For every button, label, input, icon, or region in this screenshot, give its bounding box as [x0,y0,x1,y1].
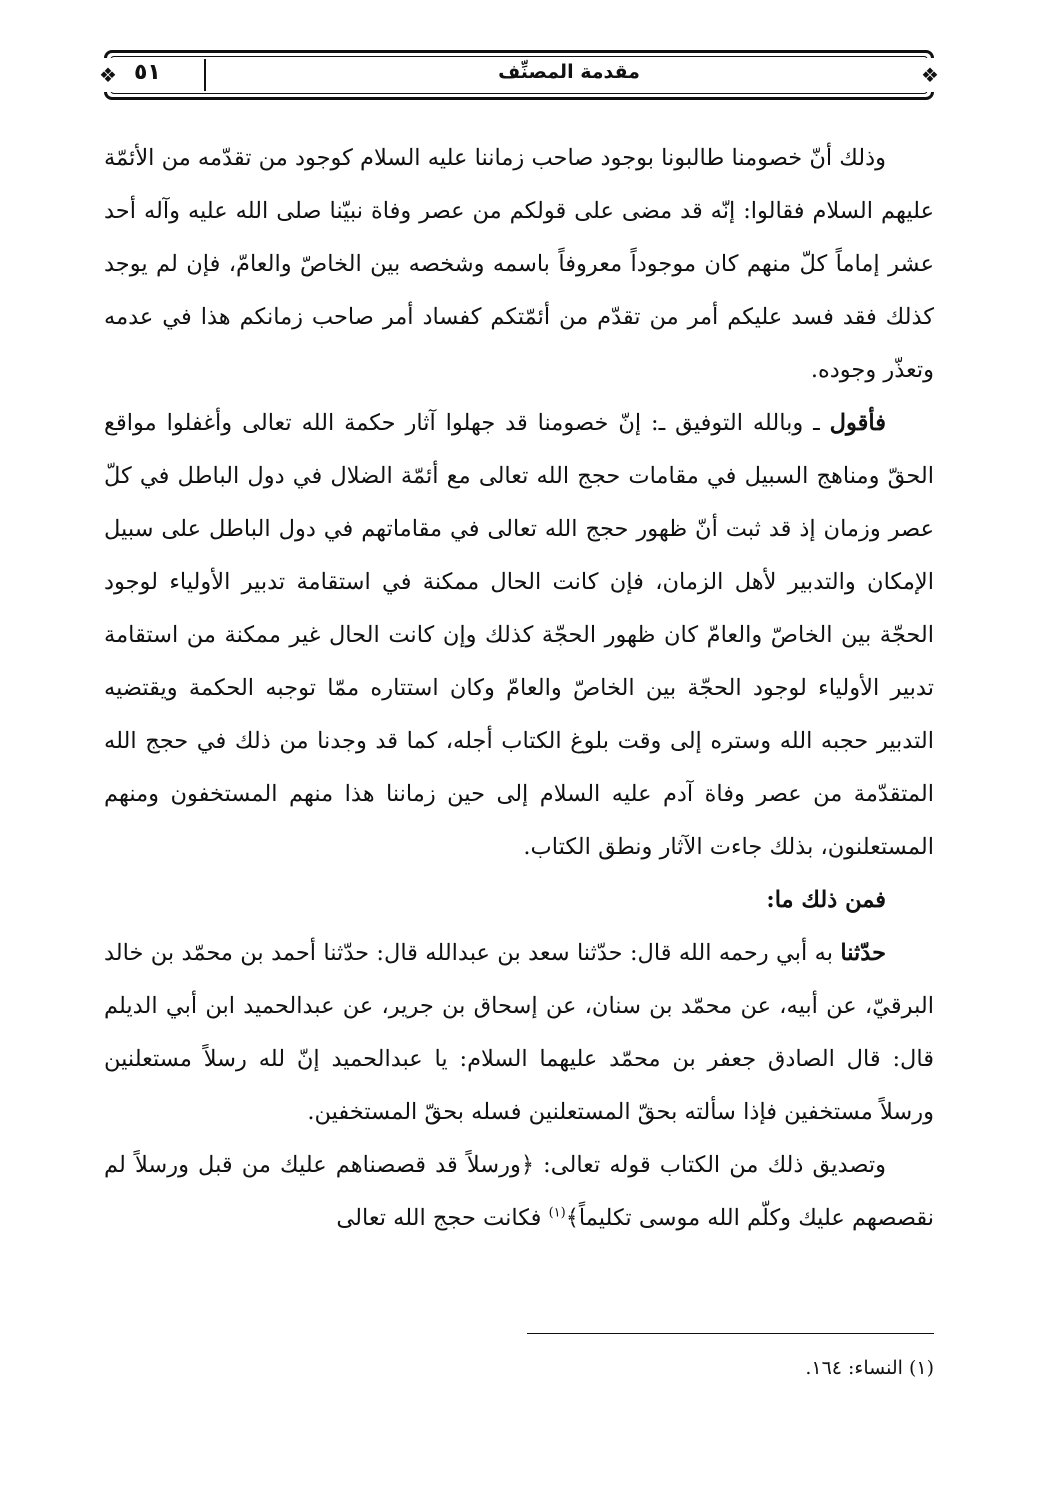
page-number: ٥١ [134,60,161,85]
paragraph-3 [104,874,934,927]
page-body [104,132,934,1245]
footnote-ref[interactable]: (١) [548,1205,566,1221]
paragraph-lead: فمن ذلك ما: [766,887,886,913]
paragraph-5 [104,1139,934,1245]
ornament-right-icon: ❖ [916,58,944,92]
paragraph-1 [104,132,934,397]
paragraph-lead: فأقول [829,410,886,436]
page-header [99,50,939,100]
footnote-rule [527,1333,934,1334]
ornament-left-icon: ❖ [94,58,122,92]
paragraph-text: وذلك أنّ خصومنا طالبونا بوجود صاحب زماننا عليه السلام كوجود من تقدّمه من الأئمّة عليهم السلام فقالوا: إنّه قد مضى على قولكم من عصر وفاة نبيّنا صلى الله عليه وآله أحد عشر إماماً كلّ منهم كان موجوداً معروفاً باسمه وشخصه بين الخاصّ والعامّ، فإن لم يوجد كذلك فقد فسد عليكم أمر من تقدّم من أئمّتكم كفساد أمر صاحب زمانكم هذا في عدمه وتعذّر وجوده. [104,145,934,383]
footnote: (١) النساء: ١٦٤. [805,1357,934,1379]
paragraph-text: ـ وبالله التوفيق ـ: إنّ خصومنا قد جهلوا آثار حكمة الله تعالى وأغفلوا مواقع الحقّ ومناهج السبيل في مقامات حجج الله تعالى مع أئمّة الضلال في دول الباطل في كلّ عصر وزمان إذ قد ثبت أنّ ظهور حجج الله تعالى في مقاماتهم في دول الباطل على سبيل الإمكان والتدبير لأهل الزمان، فإن كانت الحال ممكنة في استقامة تدبير الأولياء لوجود الحجّة بين الخاصّ والعامّ كان ظهور الحجّة كذلك وإن كانت الحال غير ممكنة من استقامة تدبير الأولياء لوجود الحجّة بين الخاصّ والعامّ وكان استتاره ممّا توجبه الحكمة ويقتضيه التدبير حجبه الله وستره إلى وقت بلوغ الكتاب أجله، كما قد وجدنا من ذلك في حجج الله المتقدّمة من عصر وفاة آدم عليه السلام إلى حين زماننا هذا منهم المستخفون ومنهم المستعلنون، بذلك جاءت الآثار ونطق الكتاب. [104,410,934,860]
paragraph-tail: فكانت حجج الله تعالى [336,1205,549,1231]
running-title: مقدمة المصنِّف [498,61,640,83]
paragraph-4 [104,927,934,1139]
paragraph-2 [104,397,934,874]
header-divider [204,59,206,91]
paragraph-text: وتصديق ذلك من الكتاب قوله تعالى: ﴿ورسلاً قد قصصناهم عليك من قبل ورسلاً لم نقصصهم عليك وكلّم الله موسى تكليماً﴾ [104,1152,934,1231]
paragraph-text: به أبي رحمه الله قال: حدّثنا سعد بن عبدالله قال: حدّثنا أحمد بن محمّد بن خالد البرقيّ، عن أبيه، عن محمّد بن سنان، عن إسحاق بن جرير، عن عبدالحميد ابن أبي الديلم قال: قال الصادق جعفر بن محمّد عليهما السلام: يا عبدالحميد إنّ لله رسلاً مستعلنين ورسلاً مستخفين فإذا سألته بحقّ المستعلنين فسله بحقّ المستخفين. [104,940,934,1125]
paragraph-lead: حدّثنا [840,940,886,966]
